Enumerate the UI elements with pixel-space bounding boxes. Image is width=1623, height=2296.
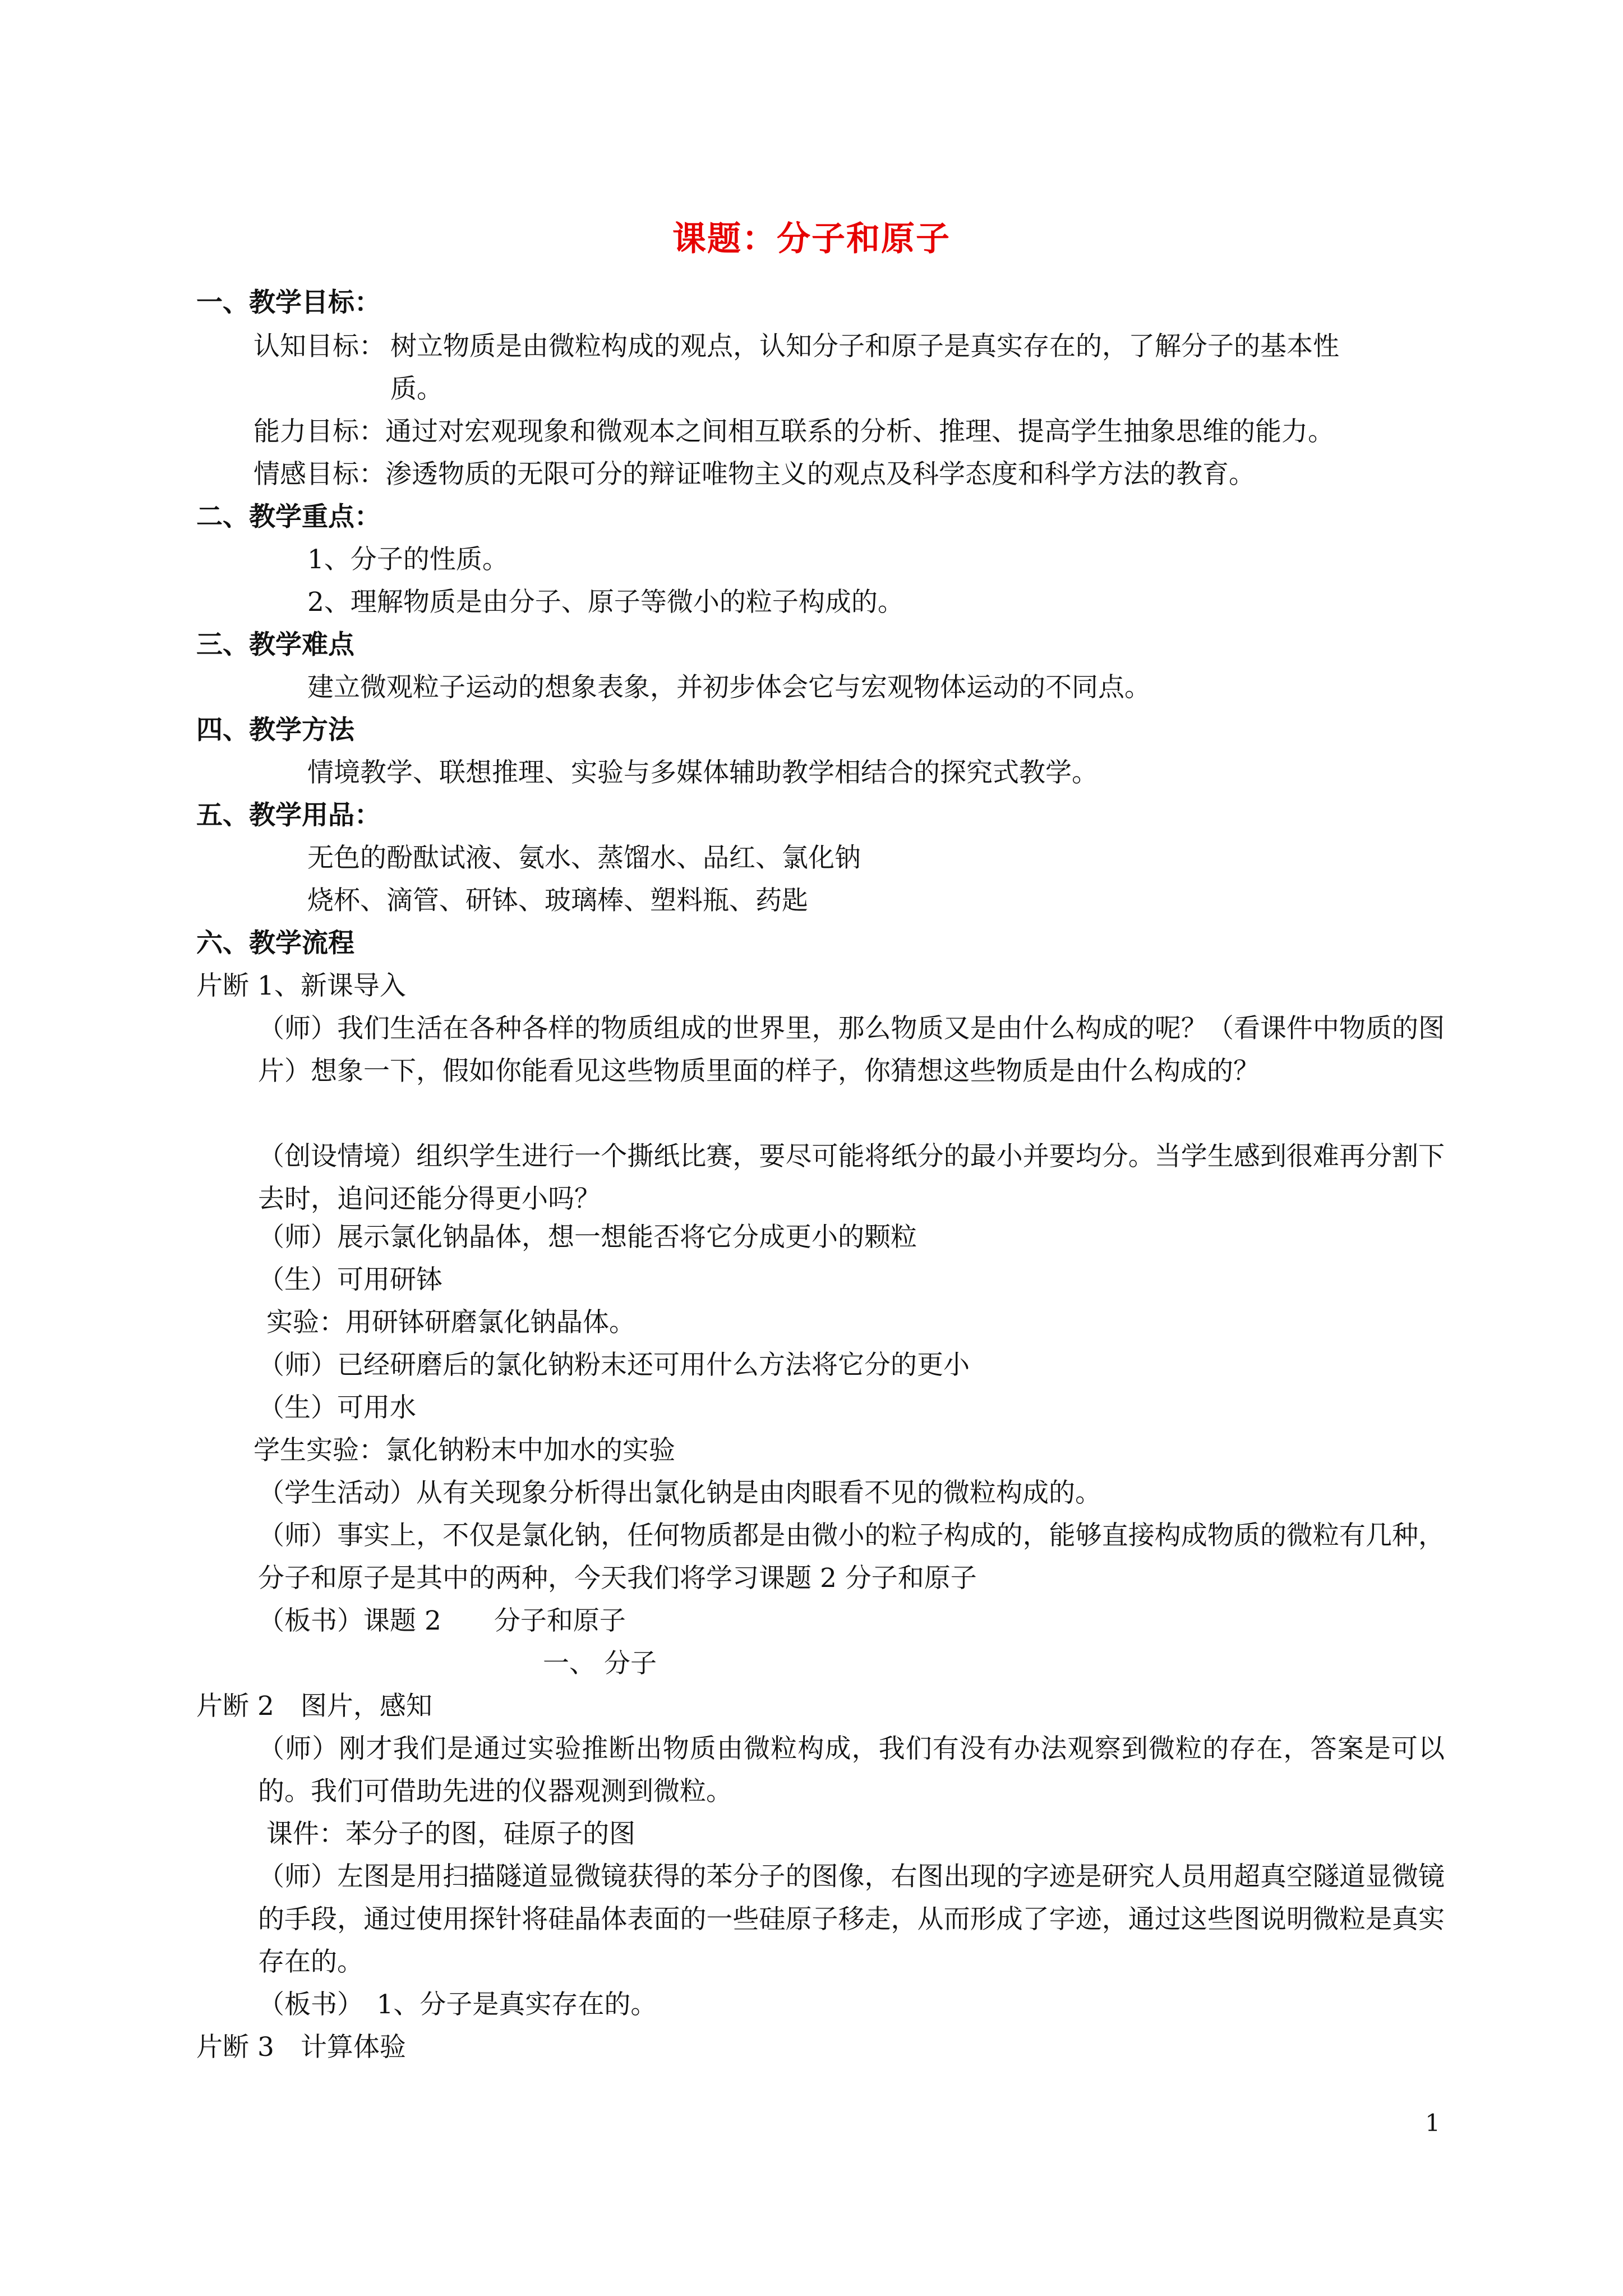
flow-line: （师）展示氯化钠晶体，想一想能否将它分成更小的颗粒 (258, 1222, 917, 1253)
flow-paragraph: （师）我们生活在各种各样的物质组成的世界里，那么物质又是由什么构成的呢？（看课件中物质的图片）想象一下，假如你能看见这些物质里面的样子，你猜想这些物质是由什么构成的？ (258, 1013, 1445, 1087)
segment-2-title: 片断 2 图片，感知 (196, 1691, 432, 1722)
flow-line: 学生实验：氯化钠粉末中加水的实验 (253, 1435, 675, 1466)
board-writing-subheading: 一、 分子 (543, 1648, 657, 1679)
goal-emotion: 情感目标：渗透物质的无限可分的辩证唯物主义的观点及科学态度和科学方法的教育。 (253, 459, 1255, 490)
flow-line: 实验：用研钵研磨氯化钠晶体。 (266, 1307, 635, 1338)
segment-3-title: 片断 3 计算体验 (196, 2032, 406, 2063)
section-heading-difficulty: 三、教学难点 (196, 629, 354, 660)
goal-ability: 能力目标：通过对宏观现象和微观本之间相互联系的分析、推理、提高学生抽象思维的能力。 (253, 416, 1334, 447)
goal-cognitive-text: 树立物质是由微粒构成的观点，认知分子和原子是真实存在的，了解分子的基本性 (390, 331, 1339, 362)
method-text: 情境教学、联想推理、实验与多媒体辅助教学相结合的探究式教学。 (307, 757, 1098, 788)
section-heading-flow: 六、教学流程 (196, 928, 354, 959)
flow-paragraph: （师）刚才我们是通过实验推断出物质由微粒构成，我们有没有办法观察到微粒的存在，答案是可以的。我们可借助先进的仪器观测到微粒。 (258, 1733, 1445, 1807)
flow-paragraph: （师）左图是用扫描隧道显微镜获得的苯分子的图像，右图出现的字迹是研究人员用超真空隧道显微镜的手段，通过使用探针将硅晶体表面的一些硅原子移走，从而形成了字迹，通过这些图说明微粒是真实存在的。 (258, 1861, 1445, 1977)
section-heading-method: 四、教学方法 (196, 715, 354, 746)
flow-line: 课件：苯分子的图，硅原子的图 (266, 1819, 635, 1849)
flow-line: （生）可用水 (258, 1392, 416, 1423)
supplies-item: 烧杯、滴管、研钵、玻璃棒、塑料瓶、药匙 (307, 885, 808, 916)
board-writing: （板书）课题 2 分子和原子 (258, 1605, 626, 1636)
goal-cognitive-text-cont: 质。 (390, 374, 443, 404)
key-point-item: 1、分子的性质。 (307, 544, 509, 575)
flow-line: （师）已经研磨后的氯化钠粉末还可用什么方法将它分的更小 (258, 1350, 970, 1381)
flow-line: （生）可用研钵 (258, 1264, 442, 1295)
section-heading-goals: 一、教学目标： (196, 287, 381, 318)
segment-1-title: 片断 1、新课导入 (196, 970, 406, 1001)
section-heading-key-points: 二、教学重点： (196, 501, 381, 532)
key-point-item: 2、理解物质是由分子、原子等微小的粒子构成的。 (307, 587, 904, 618)
page-title: 课题：分子和原子 (672, 219, 951, 259)
flow-paragraph: （创设情境）组织学生进行一个撕纸比赛，要尽可能将纸分的最小并要均分。当学生感到很难再分割下去时，追问还能分得更小吗？ (258, 1141, 1445, 1214)
supplies-item: 无色的酚酞试液、氨水、蒸馏水、品红、氯化钠 (307, 843, 861, 873)
page-number: 1 (1425, 2109, 1440, 2137)
flow-line: （学生活动）从有关现象分析得出氯化钠是由肉眼看不见的微粒构成的。 (258, 1478, 1101, 1508)
goal-cognitive-label: 认知目标： (253, 331, 385, 362)
difficulty-text: 建立微观粒子运动的想象表象，并初步体会它与宏观物体运动的不同点。 (307, 672, 1151, 703)
board-writing: （板书） 1、分子是真实存在的。 (258, 1989, 657, 2020)
section-heading-supplies: 五、教学用品： (196, 800, 381, 831)
flow-paragraph: （师）事实上，不仅是氯化钠，任何物质都是由微小的粒子构成的，能够直接构成物质的微粒有几种，分子和原子是其中的两种，今天我们将学习课题 2 分子和原子 (258, 1520, 1445, 1594)
